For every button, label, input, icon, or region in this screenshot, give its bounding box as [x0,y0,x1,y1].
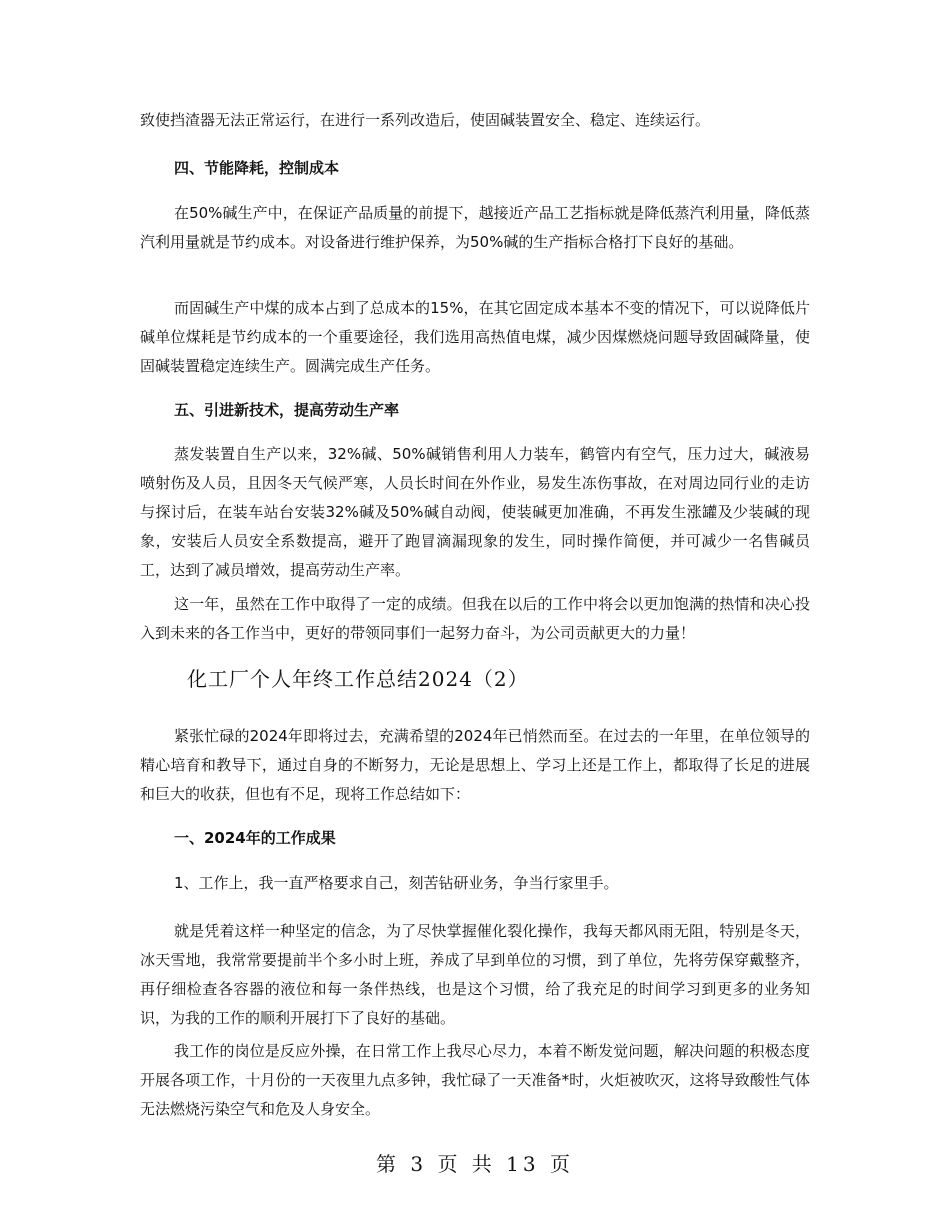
paragraph-continued: 致使挡渣器无法正常运行，在进行一系列改造后，使固碱装置安全、稳定、连续运行。 [140,111,711,129]
section-heading-4: 四、节能降耗，控制成本 [174,159,340,177]
paragraph-closing: 这一年，虽然在工作中取得了一定的成绩。但我在以后的工作中将会以更加饱满的热情和决心投入到未来的各工作当中，更好的带领同事们一起努力奋斗，为公司贡献更大的力量！ [140,595,810,642]
paragraph-energy-1: 在50%碱生产中，在保证产品质量的前提下，越接近产品工艺指标就是降低蒸汽利用量，降低蒸汽利用量就是节约成本。对设备进行维护保养，为50%碱的生产指标合格打下良好的基础。 [140,204,810,251]
document-title: 化工厂个人年终工作总结2024（2） [187,667,529,691]
paragraph-energy-2: 而固碱生产中煤的成本占到了总成本的15%，在其它固定成本基本不变的情况下，可以说降低片碱单位煤耗是节约成本的一个重要途径，我们选用高热值电煤，减少因煤燃烧问题导致固碱降量，使固碱装置稳定连续生产。圆满完成生产任务。 [140,299,810,375]
page-footer: 第 3 页 共 13 页 [376,1152,574,1176]
section-heading-1: 一、2024年的工作成果 [174,829,336,847]
paragraph-item-1: 1、工作上，我一直严格要求自己，刻苦钻研业务，争当行家里手。 [174,874,619,892]
paragraph-post: 我工作的岗位是反应外操，在日常工作上我尽心尽力，本着不断发觉问题，解决问题的积极态度开展各项工作，十月份的一天夜里九点多钟，我忙碌了一天准备*时，火炬被吹灭，这将导致酸性气体无法燃烧污染空气和危及人身安全。 [140,1042,810,1118]
paragraph-belief: 就是凭着这样一种坚定的信念，为了尽快掌握催化裂化操作，我每天都风雨无阻，特别是冬天，冰天雪地，我常常要提前半个多小时上班，养成了早到单位的习惯，到了单位，先将劳保穿戴整齐，再仔细检查各容器的液位和每一条伴热线，也是这个习惯，给了我充足的时间学习到更多的业务知识，为我的工作的顺利开展打下了良好的基础。 [140,922,810,1027]
paragraph-tech: 蒸发装置自生产以来，32%碱、50%碱销售利用人力装车，鹤管内有空气，压力过大，碱液易喷射伤及人员，且因冬天气候严寒，人员长时间在外作业，易发生冻伤事故，在对周边同行业的走访与探讨后，在装车站台安装32%碱及50%碱自动阀，使装碱更加准确，不再发生涨罐及少装碱的现象，安装后人员安全系数提高，避开了跑冒滴漏现象的发生，同时操作简便，并可减少一名售碱员工，达到了减员增效，提高劳动生产率。 [140,445,810,579]
paragraph-intro: 紧张忙碌的2024年即将过去，充满希望的2024年已悄然而至。在过去的一年里，在单位领导的精心培育和教导下，通过自身的不断努力，无论是思想上、学习上还是工作上，都取得了长足的进展和巨大的收获，但也有不足，现将工作总结如下： [140,727,810,803]
section-heading-5: 五、引进新技术，提高劳动生产率 [174,401,400,419]
